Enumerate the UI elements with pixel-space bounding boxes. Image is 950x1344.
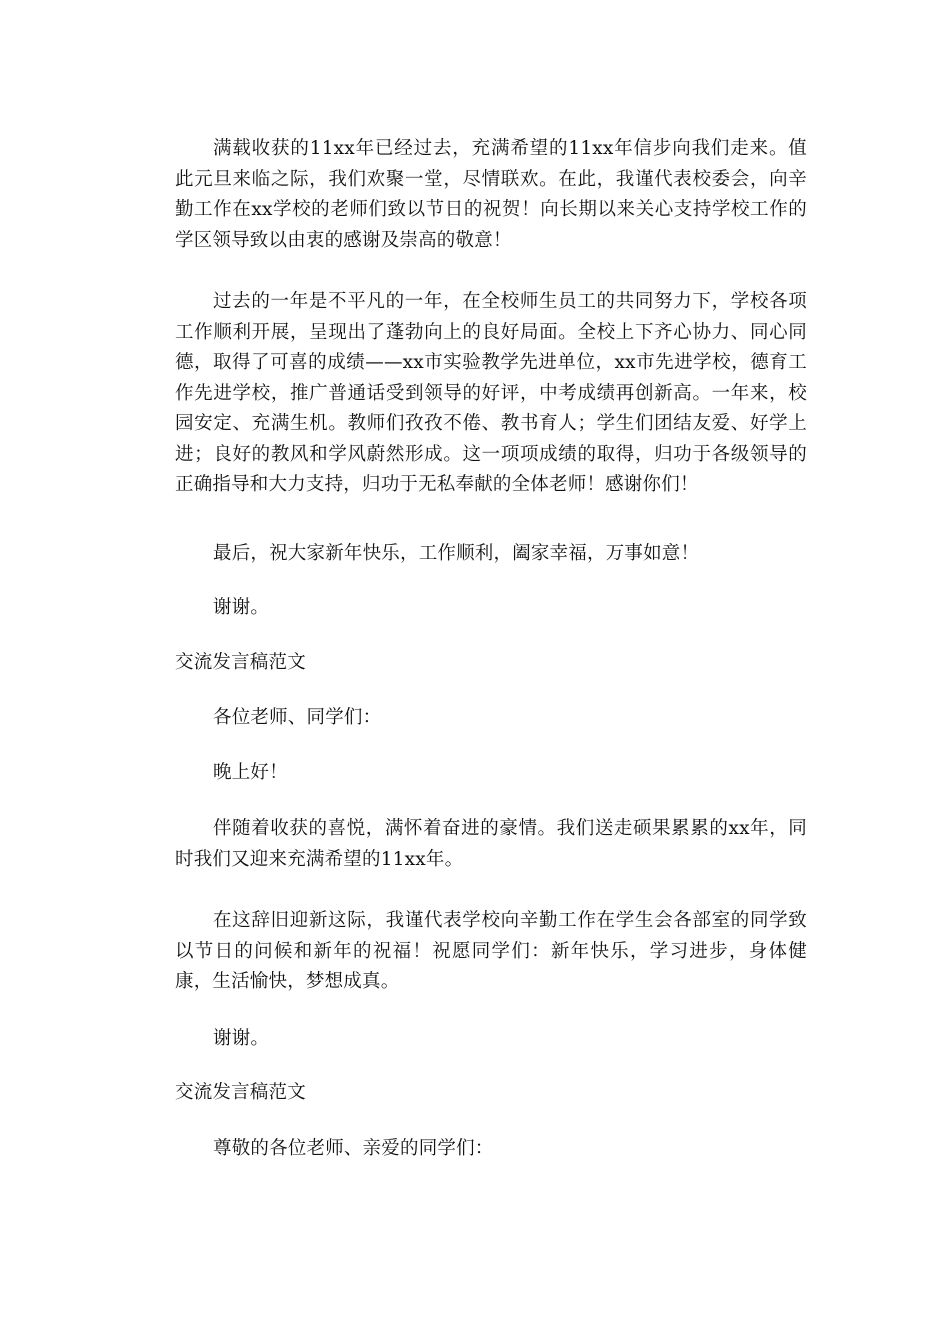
paragraph-greetings-students: 在这辞旧迎新这际，我谨代表学校向辛勤工作在学生会各部室的同学致以节日的问候和新年的祝福！祝愿同学们：新年快乐，学习进步，身体健康，生活愉快，梦想成真。 (175, 910, 807, 992)
section-heading-2: 交流发言稿范文 (175, 1082, 306, 1103)
paragraph-new-year-greeting: 满载收获的11xx年已经过去，充满希望的11xx年信步向我们走来。值此元旦来临之际，我们欢聚一堂，尽情联欢。在此，我谨代表校委会，向辛勤工作在xx学校的老师们致以节日的祝贺！向长期以来关心支持学校工作的学区领导致以由衷的感谢及崇高的敬意！ (175, 138, 807, 251)
paragraph-salutation-2: 尊敬的各位老师、亲爱的同学们： (213, 1138, 494, 1159)
paragraph-thanks-2: 谢谢。 (213, 1028, 270, 1049)
paragraph-salutation-1: 各位老师、同学们： (213, 707, 382, 728)
paragraph-good-evening: 晚上好！ (213, 762, 288, 783)
paragraph-thanks-1: 谢谢。 (213, 597, 270, 618)
paragraph-farewell-year: 伴随着收获的喜悦，满怀着奋进的豪情。我们送走硕果累累的xx年，同时我们又迎来充满希望的11xx年。 (175, 818, 807, 870)
section-heading-1: 交流发言稿范文 (175, 652, 306, 673)
paragraph-best-wishes: 最后，祝大家新年快乐，工作顺利，阖家幸福，万事如意！ (213, 543, 700, 564)
paragraph-year-review: 过去的一年是不平凡的一年，在全校师生员工的共同努力下，学校各项工作顺利开展，呈现出了蓬勃向上的良好局面。全校上下齐心协力、同心同德，取得了可喜的成绩——xx市实验教学先进单位，xx市先进学校，德育工作先进学校，推广普通话受到领导的好评，中考成绩再创新高。一年来，校园安定、充满生机。教师们孜孜不倦、教书育人；学生们团结友爱、好学上进；良好的教风和学风蔚然形成。这一项项成绩的取得，归功于各级领导的正确指导和大力支持，归功于无私奉献的全体老师！感谢你们！ (175, 291, 807, 495)
